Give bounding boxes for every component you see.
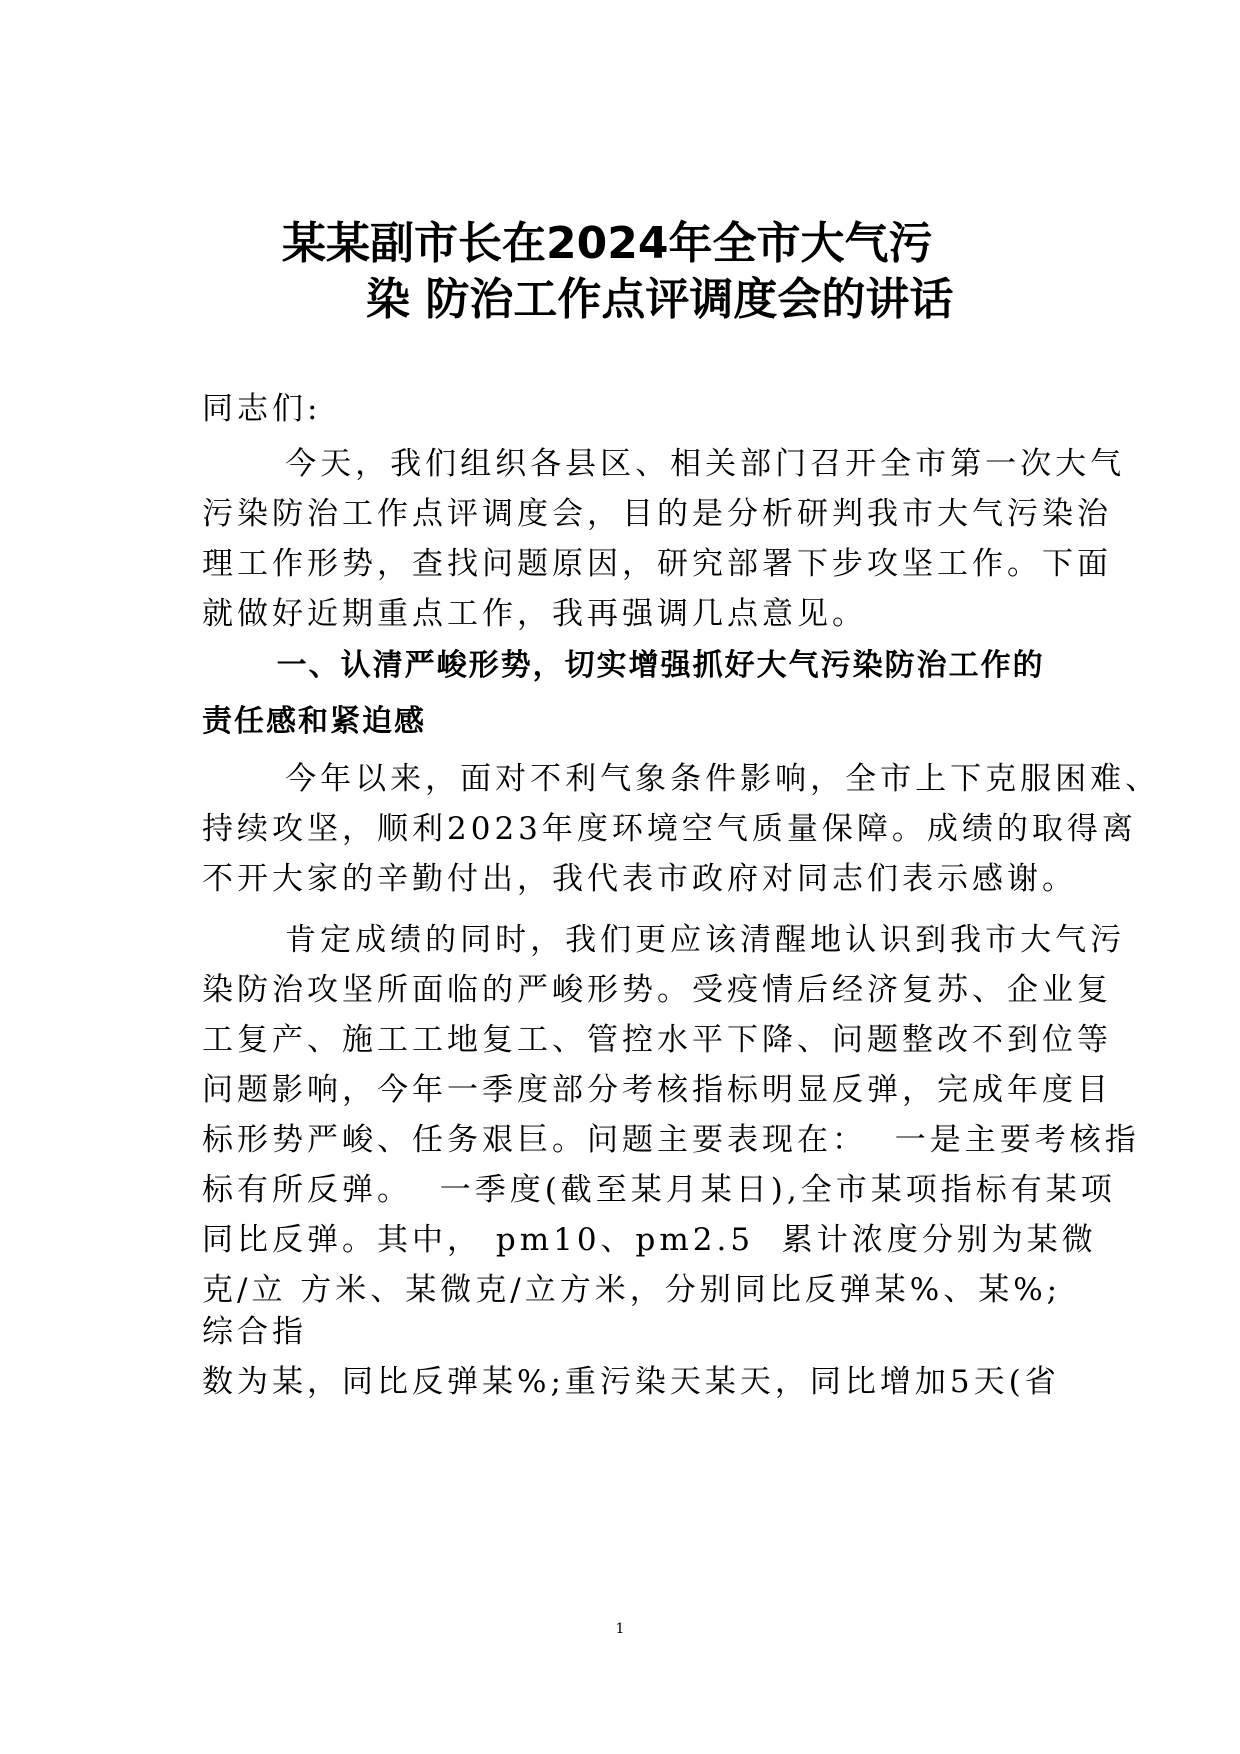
paragraph-line: 综合指 (202, 1314, 307, 1350)
document-title-line-1: 某某副市长在2024年全市大气污 (282, 218, 933, 269)
paragraph-line: 理工作形势，查找问题原因，研究部署下步攻坚工作。下面 (202, 546, 1112, 582)
paragraph-line: 标有所反弹。 一季度(截至某月某日),全市某项指标有某项 (202, 1172, 1116, 1208)
paragraph-line: 同比反弹。其中， pm10、pm2.5 累计浓度分别为某微 (202, 1222, 1097, 1258)
paragraph-line: 克/立 方米、某微克/立方米，分别同比反弹某%、某%; (202, 1272, 1062, 1308)
section-heading-line-2: 责任感和紧迫感 (202, 704, 426, 739)
paragraph-line: 今天，我们组织各县区、相关部门召开全市第一次大气 (202, 446, 1126, 482)
paragraph-line: 染防治攻坚所面临的严峻形势。受疫情后经济复苏、企业复 (202, 972, 1112, 1008)
page-number: 1 (615, 1621, 625, 1637)
paragraph-line: 标形势严峻、任务艰巨。问题主要表现在： 一是主要考核指 (202, 1122, 1140, 1158)
paragraph-line: 肯定成绩的同时，我们更应该清醒地认识到我市大气污 (202, 922, 1126, 958)
salutation: 同志们: (202, 391, 322, 427)
paragraph-line: 工复产、施工工地复工、管控水平下降、问题整改不到位等 (202, 1022, 1112, 1058)
paragraph-line: 今年以来，面对不利气象条件影响，全市上下克服困难、 (202, 761, 1161, 797)
section-heading-line-1: 一、认清严峻形势，切实增强抓好大气污染防治工作的 (202, 648, 1045, 683)
document-title-line-2: 染 防治工作点评调度会的讲话 (366, 274, 954, 325)
paragraph-line: 数为某，同比反弹某%;重污染天某天，同比增加5天(省 (202, 1364, 1060, 1400)
paragraph-line: 污染防治工作点评调度会，目的是分析研判我市大气污染治 (202, 496, 1112, 532)
paragraph-line: 就做好近期重点工作，我再强调几点意见。 (202, 596, 867, 632)
paragraph-line: 持续攻坚，顺利2023年度环境空气质量保障。成绩的取得离 (202, 811, 1137, 847)
paragraph-line: 不开大家的辛勤付出，我代表市政府对同志们表示感谢。 (202, 861, 1077, 897)
paragraph-line: 问题影响，今年一季度部分考核指标明显反弹，完成年度目 (202, 1072, 1112, 1108)
